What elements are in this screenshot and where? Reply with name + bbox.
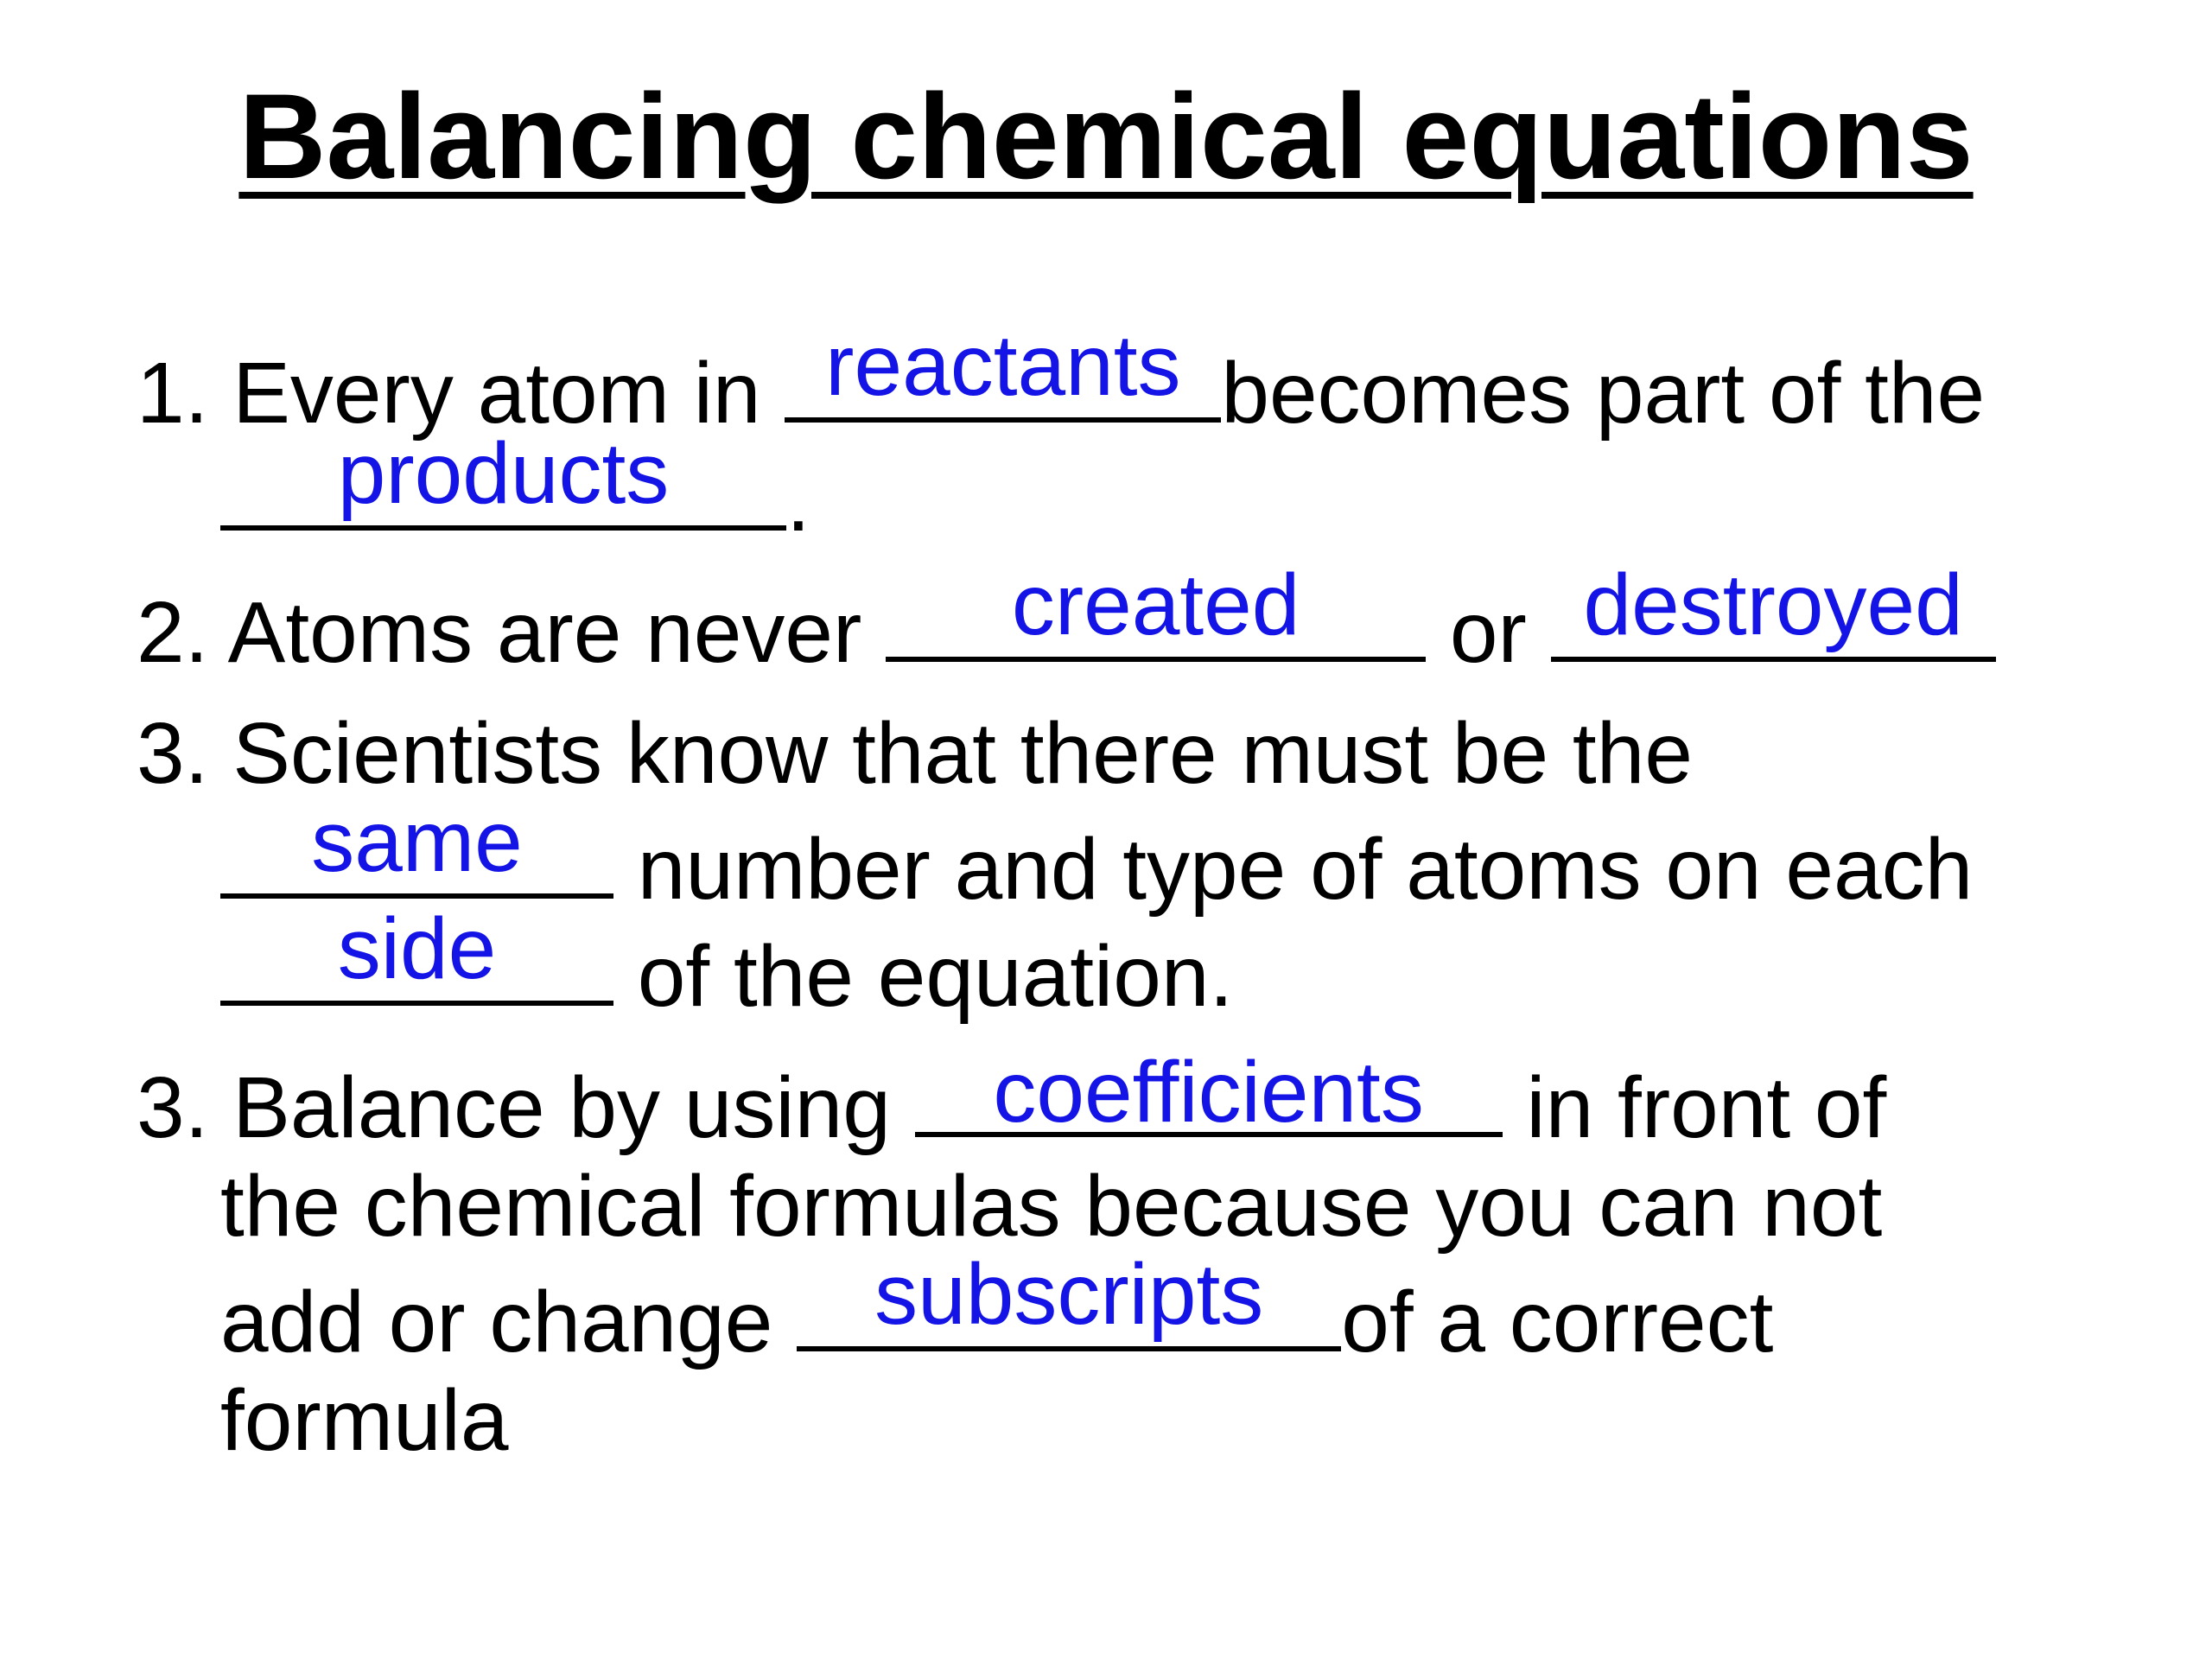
item-4-number: 3. xyxy=(137,1059,209,1156)
item-1-answer-2: products xyxy=(337,425,670,522)
item-3-text-b: number and type of atoms on each xyxy=(637,821,1974,918)
item-2-text-a: Atoms are never xyxy=(227,584,862,681)
item-2-answer-2: destroyed xyxy=(1583,556,1963,653)
item-2-text-b: or xyxy=(1449,584,1527,681)
item-4-text-b: in front of xyxy=(1526,1059,1887,1156)
item-3-blank-1 xyxy=(220,793,613,899)
item-2-line-1 xyxy=(137,556,1996,684)
item-4-blank-2 xyxy=(797,1246,1341,1351)
item-1-number: 1. xyxy=(137,345,209,442)
item-2-answer-1: created xyxy=(1011,556,1300,653)
item-3-text-c: of the equation. xyxy=(637,928,1234,1025)
item-4-text-f: formula xyxy=(220,1372,509,1469)
item-4-line-1 xyxy=(137,1044,1887,1160)
item-4-line-3 xyxy=(220,1246,1774,1374)
item-4-text-e: of a correct xyxy=(1341,1274,1774,1370)
item-3-answer-2: side xyxy=(337,900,497,997)
item-1-blank-1 xyxy=(785,317,1221,423)
item-4-text-a: Balance by using xyxy=(232,1059,891,1156)
item-4-blank-1 xyxy=(915,1044,1503,1141)
item-4-line-4 xyxy=(220,1369,508,1472)
item-3-line-3 xyxy=(220,900,1234,1028)
item-1-text-b: becomes part of the xyxy=(1221,345,1986,442)
slide-title-text: Balancing chemical equations xyxy=(238,68,1974,204)
item-1-blank-2 xyxy=(220,425,786,531)
item-1-period: . xyxy=(786,453,810,550)
item-4-text-c: the chemical formulas because you can not xyxy=(220,1158,1883,1255)
item-3-text-a: Scientists know that there must be the xyxy=(232,705,1693,802)
item-3-answer-1: same xyxy=(311,793,523,890)
item-4-text-d: add or change xyxy=(220,1274,773,1370)
item-4-answer-2: subscripts xyxy=(874,1246,1264,1343)
item-2-blank-2 xyxy=(1551,556,1996,662)
item-3-blank-2 xyxy=(220,900,613,1006)
slide-title xyxy=(0,67,2212,206)
item-4-answer-1: coefficients xyxy=(993,1044,1424,1141)
item-1-text-a: Every atom in xyxy=(232,345,761,442)
item-3-number: 3. xyxy=(137,705,209,802)
item-1-answer-1: reactants xyxy=(825,317,1181,414)
item-2-number: 2. xyxy=(137,584,209,681)
item-1-line-2 xyxy=(220,425,810,553)
item-2-blank-1 xyxy=(886,556,1426,662)
